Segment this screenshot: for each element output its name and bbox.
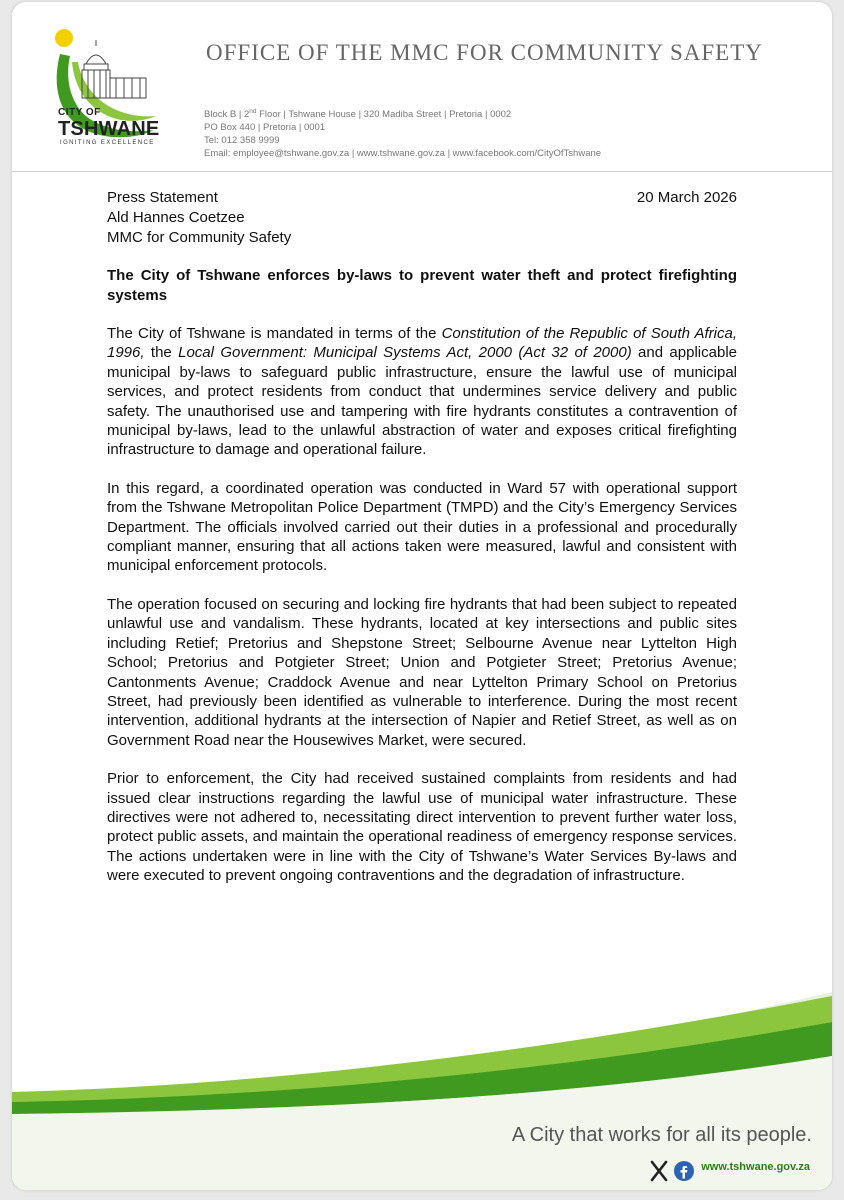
paragraph-4: Prior to enforcement, the City had received sustained complaints from residents and had issued clear instructions regarding the lawful use of municipal water infrastructure. These directives were not adhered to, necessitating direct intervention to prevent further water loss, protect public assets, and maintain the operational readiness of emergency response services. The actions undertaken were in line with the City of Tshwane’s Water Services By-laws and were executed to prevent ongoing contraventions and the degradation of infrastructure.: [107, 770, 737, 885]
statement-headline: The City of Tshwane enforces by-laws to prevent water theft and protect firefighting systems: [107, 267, 737, 304]
tel-line: Tel: 012 358 9999: [204, 135, 280, 147]
union-buildings-drawing: [82, 40, 146, 98]
email-line: Email: employee@tshwane.gov.za | www.tshwane.gov.za | www.facebook.com/CityOfTshwane: [204, 148, 602, 160]
paragraph-2: In this regard, a coordinated operation was conducted in Ward 57 with operational support from the Tshwane Metropolitan Police Department (TMPD) and the City’s Emergency Services Department. The officials involved carried out their duties in a professional and procedurally compliant manner, ensuring that all actions taken were measured, lawful and consistent with municipal enforcement protocols.: [107, 479, 737, 575]
statement-meta: [107, 188, 737, 248]
paragraph-3: The operation focused on securing and locking fire hydrants that had been subject to repeated unlawful use and vandalism. These hydrants, located at key intersections and public sites including Retief; Pretorius and Shepstone Street; Selbourne Avenue near Lyttelton High School; Pretorius and Potgieter Street; Union and Potgieter Street; Pretorius Avenue; Cantonments Avenue; Craddock Avenue and near Lyttelton Primary School on Pretorius Street, had previously been identified as vulnerable to interference. During the most recent intervention, additional hydrants at the intersection of Napier and Retief Street, as well as on Government Road near the Housewives Market, were secured.: [107, 595, 737, 749]
logo-city-of-text: CITY OF: [58, 107, 101, 118]
office-title: OFFICE OF THE MMC FOR COMMUNITY SAFETY: [206, 40, 763, 65]
header-divider: [12, 171, 832, 172]
press-statement-page: [12, 2, 832, 1190]
social-icons: [648, 1158, 708, 1184]
footer-tagline: A City that works for all its people.: [511, 1124, 812, 1146]
statement-role: MMC for Community Safety: [107, 229, 292, 246]
statement-date: 20 March 2026: [636, 189, 737, 206]
contact-block: [204, 105, 601, 160]
logo-tshwane-text: TSHWANE: [58, 118, 160, 140]
po-box-line: PO Box 440 | Pretoria | 0001: [204, 122, 326, 134]
statement-author: Ald Hannes Coetzee: [107, 209, 245, 226]
facebook-icon[interactable]: [674, 1161, 694, 1181]
logo-slogan-text: IGNITING EXCELLENCE: [60, 140, 155, 146]
statement-type: Press Statement: [107, 189, 218, 206]
logo-sun: [55, 29, 73, 47]
footer-website: www.tshwane.gov.za: [701, 1161, 810, 1173]
paragraph-1: The City of Tshwane is mandated in terms of the Constitution of the Republic of South Africa, 1996, the Local Government: Municipal Systems Act, 2000 (Act 32 of 2000) and applicable municipal by-laws to safeguard public infrastructure, ensure the lawful use of municipal services, and protect residents from conduct that undermines service delivery and public safety. The unauthorised use and tampering with fire hydrants constitutes a contravention of municipal by-laws, lead to the unlawful abstraction of water and exposes critical firefighting infrastructure to damage and operational failure.: [107, 325, 737, 459]
address-line: Block B | 2nd Floor | Tshwane House | 320 Madiba Street | Pretoria | 0002: [204, 108, 512, 121]
statement-body: [107, 324, 737, 905]
x-icon[interactable]: [652, 1162, 666, 1180]
